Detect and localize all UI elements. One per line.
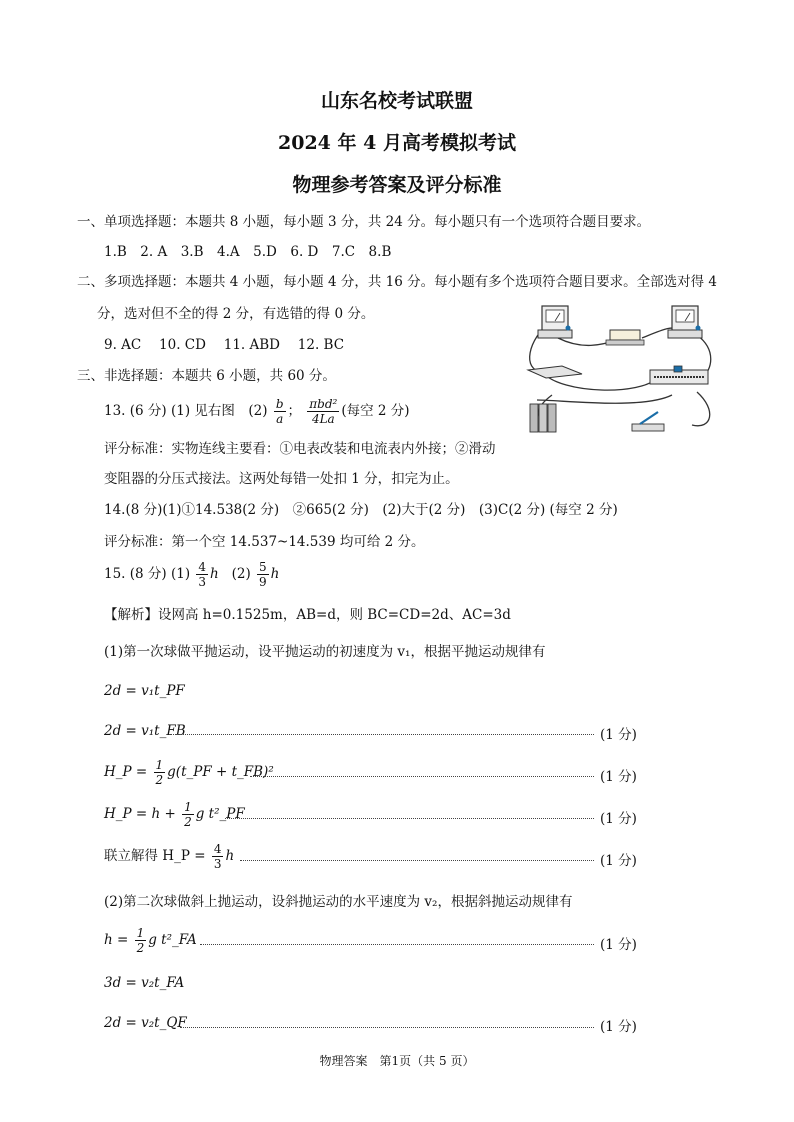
q13-standard-b: 变阻器的分压式接法。这两处每错一处扣 1 分，扣完为止。 <box>104 471 459 487</box>
equation-3 <box>104 758 274 787</box>
score-points: (1 分) <box>600 811 637 827</box>
score-points: (1 分) <box>600 1019 637 1035</box>
q15-a2-den: 9 <box>259 575 267 589</box>
equation-7: 3d = v₂t_FA <box>104 975 185 991</box>
q15-head: 15. (8 分) (1) <box>104 566 191 582</box>
q15-analysis: 【解析】设网高 h=0.1525m，AB=d，则 BC=CD=2d、AC=3d <box>104 607 511 623</box>
q15-part1: (1)第一次球做平抛运动，设平抛运动的初速度为 v₁，根据平抛运动规律有 <box>104 644 546 660</box>
q15-var-h-1: h <box>210 566 219 582</box>
score-points: (1 分) <box>600 853 637 869</box>
equation-8: 2d = v₂t_QF <box>104 1015 187 1031</box>
q15-answer <box>104 560 279 589</box>
section2-title: 二、多项选择题：本题共 4 小题，每小题 4 分，共 16 分。每小题有多个选项符合题目要求。全部选对得 4 <box>77 274 717 290</box>
eq6-den: 2 <box>136 941 145 955</box>
q13-f1-den: a <box>276 412 284 426</box>
dot-leader <box>240 860 594 861</box>
q15-a2-num: 5 <box>259 560 267 574</box>
q15-a1-den: 3 <box>198 575 207 589</box>
eq3-fraction <box>154 758 166 787</box>
q13-head: 13. (6 分) (1) 见右图 (2) <box>104 403 268 419</box>
q15-fraction-2 <box>257 560 269 589</box>
eq3-num: 1 <box>155 758 164 772</box>
equation-2: 2d = v₁t_FB <box>104 723 186 739</box>
score-points: (1 分) <box>600 727 637 743</box>
eq6-fraction <box>135 926 147 955</box>
score-points: (1 分) <box>600 769 637 785</box>
eq6-right: g t²_FA <box>148 932 197 948</box>
page-footer: 物理答案 第1页（共 5 页） <box>319 1054 475 1068</box>
eq6-left: h = <box>104 932 129 948</box>
q13-f2-num: πbd² <box>309 397 338 411</box>
eq5-right: h <box>225 848 235 864</box>
eq5-left: 联立解得 H_P = <box>104 848 206 864</box>
q14-answer: 14.(8 分)(1)①14.538(2 分) ②665(2 分) (2)大于(2 分) (3)C(2 分) (每空 2 分) <box>104 502 618 518</box>
header-school: 山东名校考试联盟 <box>320 90 473 112</box>
q13-f1-num: b <box>275 397 284 411</box>
q15-mid: (2) <box>231 566 251 582</box>
dot-leader <box>250 776 594 777</box>
dot-leader <box>200 944 594 945</box>
equation-6 <box>104 926 197 955</box>
section2-answers: 9. AC 10. CD 11. ABD 12. BC <box>104 337 345 353</box>
dot-leader <box>170 734 594 735</box>
equation-1: 2d = v₁t_PF <box>104 683 185 699</box>
eq4-den: 2 <box>184 815 192 829</box>
eq4-fraction <box>182 800 194 829</box>
q13-tail: (每空 2 分) <box>341 403 410 419</box>
section1-title: 一、单项选择题：本题共 8 小题，每小题 3 分，共 24 分。每小题只有一个选项符合题目要求。 <box>77 214 651 230</box>
eq3-right: g(t_PF + t_FB)² <box>167 764 274 780</box>
eq3-den: 2 <box>155 773 164 787</box>
section2-title-cont: 分，选对但不全的得 2 分，有选错的得 0 分。 <box>97 306 375 322</box>
q13-standard-a: 评分标准：实物连线主要看：①电表改装和电流表内外接；②滑动 <box>104 441 496 457</box>
score-points: (1 分) <box>600 937 637 953</box>
header-exam: 2024 年 4 月高考模拟考试 <box>278 132 516 154</box>
equation-4 <box>104 800 245 829</box>
q13-fraction-1 <box>274 397 286 426</box>
q13-line <box>104 397 410 426</box>
q15-var-h-2: h <box>270 566 280 582</box>
equation-5 <box>104 842 234 871</box>
eq6-num: 1 <box>136 926 145 940</box>
q13-f2-den: 4La <box>311 412 335 426</box>
eq5-num: 4 <box>213 842 222 856</box>
eq4-num: 1 <box>184 800 192 814</box>
dot-leader <box>225 818 594 819</box>
q15-part2: (2)第二次球做斜上抛运动，设斜抛运动的水平速度为 v₂，根据斜抛运动规律有 <box>104 894 573 910</box>
eq4-right: g t²_PF <box>195 806 245 822</box>
eq5-den: 3 <box>213 857 222 871</box>
dot-leader <box>180 1027 594 1028</box>
q15-a1-num: 4 <box>198 560 207 574</box>
q14-standard: 评分标准：第一个空 14.537~14.539 均可给 2 分。 <box>104 534 425 550</box>
circuit-diagram-image <box>522 300 722 448</box>
q13-separator: ； <box>287 403 301 419</box>
section1-answers: 1.B 2. A 3.B 4.A 5.D 6. D 7.C 8.B <box>104 244 392 260</box>
eq4-left: H_P = h + <box>104 806 176 822</box>
header-subject: 物理参考答案及评分标准 <box>292 174 502 196</box>
q15-fraction-1 <box>196 560 208 589</box>
eq3-left: H_P = <box>104 764 148 780</box>
eq5-fraction <box>212 842 224 871</box>
q13-fraction-2 <box>307 397 339 426</box>
section3-title: 三、非选择题：本题共 6 小题，共 60 分。 <box>77 368 336 384</box>
